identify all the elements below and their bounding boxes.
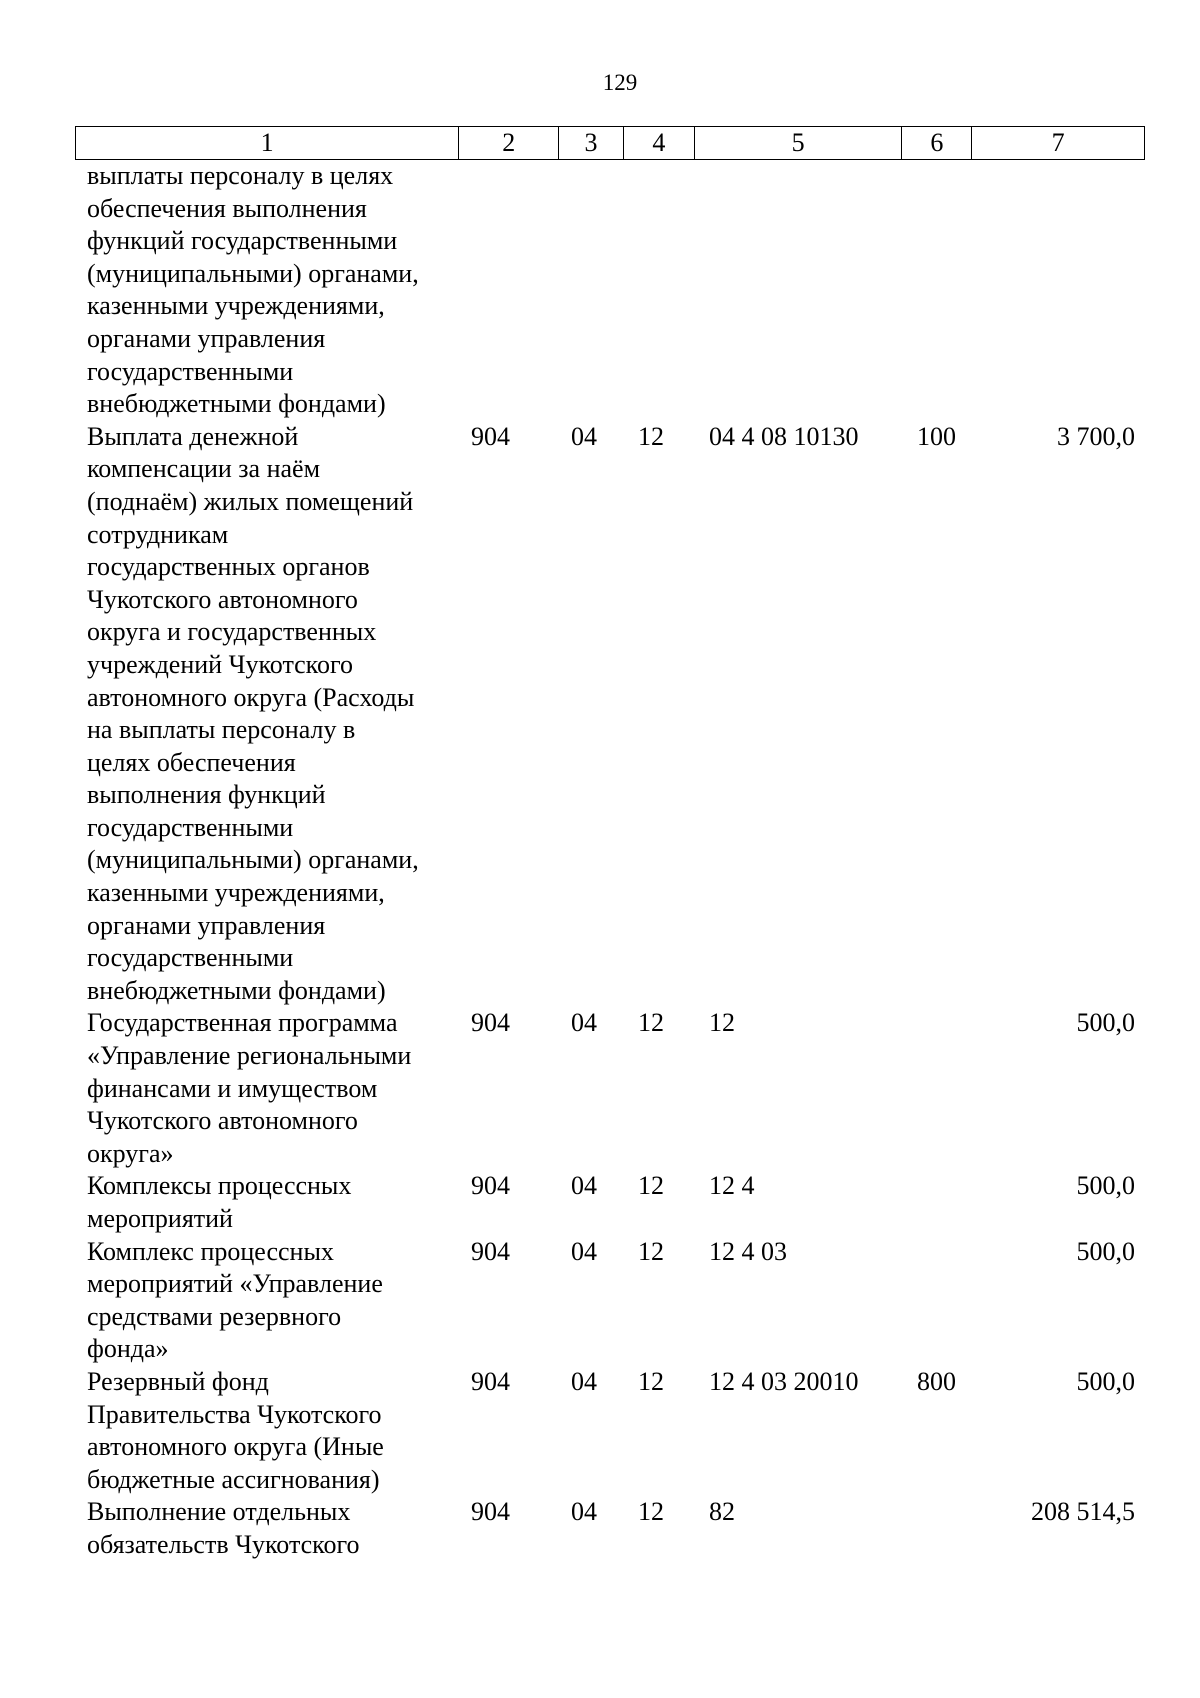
column-header: 4 xyxy=(624,127,695,159)
ministry-code-cell: 904 xyxy=(471,1497,510,1527)
expense-type-cell xyxy=(903,1496,973,1561)
description-line: государственными xyxy=(87,356,294,386)
subsection-code-cell: 12 xyxy=(638,1497,664,1527)
target-article-cell: 82 xyxy=(709,1497,735,1527)
target-article-cell: 12 4 03 xyxy=(709,1236,787,1266)
section-code-cell: 04 xyxy=(571,1366,597,1396)
description-line: выплаты персоналу в целях xyxy=(87,161,394,190)
ministry-code-cell: 904 xyxy=(471,421,510,451)
ministry-code-cell: 904 xyxy=(471,1366,510,1396)
description-line: Государственная программа xyxy=(87,1008,398,1038)
row-description xyxy=(75,1366,459,1496)
description-line: (муниципальными) органами, xyxy=(87,258,419,288)
description-line: внебюджетными фондами) xyxy=(87,389,386,419)
subsection-code-cell: 12 xyxy=(638,1008,664,1038)
table-body xyxy=(75,160,1145,1562)
description-line: компенсации за наём xyxy=(87,454,321,484)
description-line: внебюджетными фондами) xyxy=(87,975,386,1005)
amount-cell: 3 700,0 xyxy=(1057,421,1135,451)
description-line: автономного округа (Иные xyxy=(87,1432,384,1462)
description-line: бюджетные ассигнования) xyxy=(87,1464,380,1494)
description-line: округа» xyxy=(87,1138,174,1168)
table-row xyxy=(75,1170,1145,1235)
description-line: обязательств Чукотского xyxy=(87,1529,360,1559)
ministry-code-cell xyxy=(459,160,559,421)
amount-cell: 500,0 xyxy=(1076,1171,1135,1201)
target-article-cell: 04 4 08 10130 xyxy=(709,421,859,451)
column-header: 6 xyxy=(902,127,972,159)
row-description xyxy=(75,1496,459,1561)
column-header: 2 xyxy=(459,127,559,159)
description-line: округа и государственных xyxy=(87,617,377,647)
description-line: казенными учреждениями, xyxy=(87,291,385,321)
ministry-code-cell: 904 xyxy=(471,1236,510,1266)
subsection-code-cell: 12 xyxy=(638,421,664,451)
description-line: Комплекс процессных xyxy=(87,1236,334,1266)
amount-cell: 500,0 xyxy=(1076,1008,1135,1038)
description-line: (муниципальными) органами, xyxy=(87,845,419,875)
target-article-cell: 12 xyxy=(709,1008,735,1038)
section-code-cell: 04 xyxy=(571,1171,597,1201)
expense-type-cell: 800 xyxy=(917,1366,956,1396)
description-line: Чукотского автономного xyxy=(87,584,358,614)
column-header: 7 xyxy=(1051,128,1065,157)
row-description xyxy=(75,1236,459,1366)
table-row xyxy=(75,1366,1145,1496)
amount-cell: 208 514,5 xyxy=(1031,1497,1135,1527)
table-row xyxy=(75,1496,1145,1561)
description-line: Комплексы процессных xyxy=(87,1171,352,1201)
row-description xyxy=(75,1007,459,1170)
description-line: автономного округа (Расходы xyxy=(87,682,415,712)
ministry-code-cell: 904 xyxy=(471,1008,510,1038)
subsection-code-cell xyxy=(624,160,695,421)
description-line: обеспечения выполнения xyxy=(87,193,367,223)
description-line: выполнения функций xyxy=(87,780,326,810)
target-article-cell: 12 4 xyxy=(709,1171,755,1201)
description-line: мероприятий xyxy=(87,1204,233,1233)
row-description xyxy=(75,421,459,1008)
description-line: на выплаты персоналу в xyxy=(87,715,356,745)
section-code-cell: 04 xyxy=(571,421,597,451)
table-row xyxy=(75,160,1145,421)
target-article-cell: 12 4 03 20010 xyxy=(709,1366,859,1396)
description-line: органами управления xyxy=(87,323,326,353)
section-code-cell: 04 xyxy=(571,1236,597,1266)
description-line: учреждений Чукотского xyxy=(87,649,354,679)
expense-type-cell xyxy=(903,1236,973,1366)
description-line: функций государственными xyxy=(87,226,398,256)
amount-cell: 500,0 xyxy=(1076,1236,1135,1266)
section-code-cell: 04 xyxy=(571,1497,597,1527)
description-line: казенными учреждениями, xyxy=(87,878,385,908)
description-line: финансами и имуществом xyxy=(87,1073,378,1103)
subsection-code-cell: 12 xyxy=(638,1171,664,1201)
expense-type-cell xyxy=(903,1007,973,1170)
column-header: 5 xyxy=(695,127,903,159)
description-line: фонда» xyxy=(87,1334,169,1364)
description-line: Чукотского автономного xyxy=(87,1106,358,1136)
subsection-code-cell: 12 xyxy=(638,1236,664,1266)
expense-type-cell xyxy=(903,160,973,421)
description-line: средствами резервного xyxy=(87,1301,342,1331)
section-code-cell xyxy=(559,160,624,421)
description-line: мероприятий «Управление xyxy=(87,1269,383,1299)
description-line: целях обеспечения xyxy=(87,747,296,777)
section-code-cell: 04 xyxy=(571,1008,597,1038)
ministry-code-cell: 904 xyxy=(471,1171,510,1201)
description-line: государственных органов xyxy=(87,552,370,582)
table-header xyxy=(75,126,1145,160)
table-row xyxy=(75,1007,1145,1170)
target-article-cell xyxy=(695,160,903,421)
amount-cell: 500,0 xyxy=(1076,1366,1135,1396)
expense-type-cell xyxy=(903,1170,973,1235)
row-description xyxy=(75,1170,459,1235)
description-line: государственными xyxy=(87,943,294,973)
expense-type-cell: 100 xyxy=(917,421,956,451)
page-number: 129 xyxy=(602,70,638,95)
description-line: «Управление региональными xyxy=(87,1041,412,1071)
row-description xyxy=(75,160,459,421)
description-line: Выполнение отдельных xyxy=(87,1497,351,1527)
table-row xyxy=(75,1236,1145,1366)
description-line: (поднаём) жилых помещений xyxy=(87,486,414,516)
description-line: Резервный фонд xyxy=(87,1366,269,1396)
description-line: органами управления xyxy=(87,910,326,940)
subsection-code-cell: 12 xyxy=(638,1366,664,1396)
description-line: Выплата денежной xyxy=(87,421,299,451)
column-header: 3 xyxy=(559,127,624,159)
column-header: 1 xyxy=(76,127,459,159)
description-line: Правительства Чукотского xyxy=(87,1399,382,1429)
table-row xyxy=(75,421,1145,1008)
amount-cell xyxy=(973,160,1145,421)
description-line: сотрудникам xyxy=(87,519,229,549)
description-line: государственными xyxy=(87,812,294,842)
